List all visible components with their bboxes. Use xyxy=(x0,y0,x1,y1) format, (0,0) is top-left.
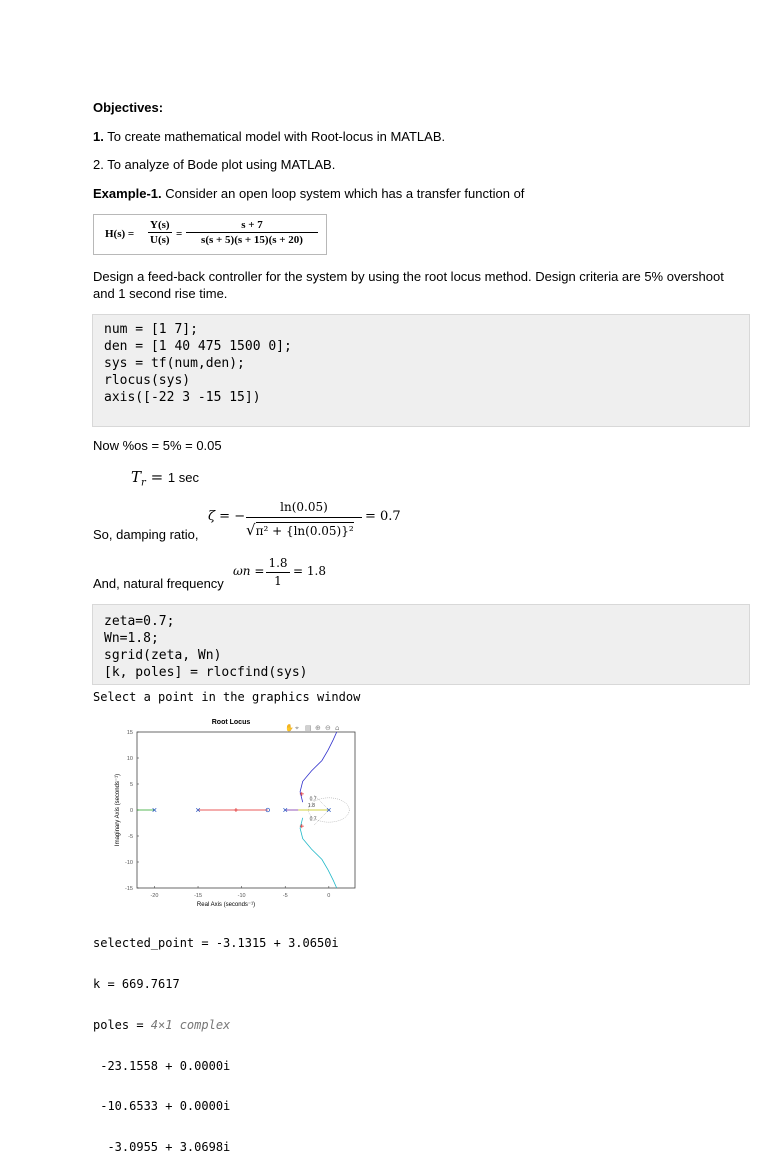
y-axis-label: Imaginary Axis (seconds⁻¹) xyxy=(115,773,121,847)
tr-symbol: T xyxy=(131,468,142,486)
poles-output-header xyxy=(93,1019,339,1033)
y-tick-label: 5 xyxy=(129,782,133,788)
example-label: Example-1. xyxy=(93,186,162,201)
pole-value: -23.1558 + 0.0000i xyxy=(93,1058,231,1073)
datatip-icon: ⌖ xyxy=(295,724,299,732)
code-line: den = [1 40 475 1500 0]; xyxy=(104,339,292,354)
pole-value: -3.0955 + 3.0698i xyxy=(93,1140,231,1155)
objective-1-number: 1. xyxy=(93,129,104,144)
code-line: rlocus(sys) xyxy=(104,373,191,388)
rise-time xyxy=(131,468,199,489)
x-axis-label: Real Axis (seconds⁻¹) xyxy=(196,902,256,908)
code-line: sgrid(zeta, Wn) xyxy=(104,648,222,663)
tf-num2: s + 7 xyxy=(186,219,318,233)
y-tick-label: 15 xyxy=(126,730,133,736)
sqrt-sign: √ xyxy=(246,521,256,539)
tf-num1: Y(s) xyxy=(150,219,170,231)
objective-1 xyxy=(93,129,445,144)
x-tick-label: 0 xyxy=(327,893,331,899)
code-line: axis([-22 3 -15 15]) xyxy=(104,390,261,405)
tf-den1: U(s) xyxy=(150,234,170,246)
code-line: zeta=0.7; xyxy=(104,614,175,629)
y-tick-label: 10 xyxy=(126,756,133,762)
natural-fraction-bar xyxy=(266,572,290,573)
natural-denominator: 1 xyxy=(274,574,282,588)
damping-denominator xyxy=(246,521,354,539)
code-line: sys = tf(num,den); xyxy=(104,356,245,371)
damping-fraction-bar xyxy=(246,517,362,518)
natural-numerator: 1.8 xyxy=(268,556,288,570)
poles-type: 4×1 complex xyxy=(150,1017,231,1032)
example-line xyxy=(93,186,524,201)
natural-lhs: ωn = xyxy=(233,564,265,578)
sgrid-label: 1.8 xyxy=(307,802,315,809)
poles-label: poles = xyxy=(93,1017,151,1032)
code-line: Wn=1.8; xyxy=(104,631,159,646)
y-tick-label: -10 xyxy=(125,860,133,866)
y-tick-label: -15 xyxy=(125,886,133,892)
damping-lhs: ζ = − xyxy=(208,509,246,524)
code-line: [k, poles] = rlocfind(sys) xyxy=(104,665,308,680)
natural-label: And, natural frequency xyxy=(93,576,224,591)
tf-den2: s(s + 5)(s + 15)(s + 20) xyxy=(201,234,303,246)
pole-value: -10.6533 + 0.0000i xyxy=(93,1099,231,1114)
y-tick-label: -5 xyxy=(128,834,133,840)
x-tick-label: -5 xyxy=(282,893,288,899)
zoom-out-icon: ⊖ xyxy=(325,724,331,732)
objective-2: 2. To analyze of Bode plot using MATLAB. xyxy=(93,157,336,172)
tr-sub: r xyxy=(141,477,146,489)
tf-fraction xyxy=(186,219,318,246)
tf-ratio xyxy=(148,219,172,246)
chart-title: Root Locus xyxy=(211,719,251,726)
damping-rhs: = 0.7 xyxy=(365,509,401,524)
tf-lhs: H(s) = xyxy=(105,228,135,240)
zoom-in-icon: ⊕ xyxy=(315,724,321,732)
sgrid-label: 0.7 xyxy=(309,816,317,823)
transfer-function-box xyxy=(93,214,327,255)
tr-eq: = xyxy=(145,468,168,486)
root-locus-figure[interactable] xyxy=(100,712,365,912)
code-block-1[interactable] xyxy=(92,314,750,427)
output-block xyxy=(93,910,339,1168)
damping-den-expr: π² + {ln(0.05)}² xyxy=(255,524,354,538)
tf-eq: = xyxy=(176,228,183,240)
objectives-heading: Objectives: xyxy=(93,100,164,115)
objective-1-text: To create mathematical model with Root-locus in MATLAB. xyxy=(103,129,446,144)
code-block-2[interactable] xyxy=(92,604,750,685)
natural-rhs: = 1.8 xyxy=(293,564,326,578)
example-text: Consider an open loop system which has a transfer function of xyxy=(161,186,525,201)
y-tick-label: 0 xyxy=(129,808,133,814)
damping-label: So, damping ratio, xyxy=(93,527,199,542)
damping-numerator: ln(0.05) xyxy=(280,500,328,514)
sgrid-label: 0.7 xyxy=(309,796,317,803)
home-icon: ⌂ xyxy=(335,724,340,732)
tr-value: 1 sec xyxy=(167,470,199,485)
overshoot-text: Now %os = 5% = 0.05 xyxy=(93,438,222,453)
x-tick-label: -20 xyxy=(150,893,159,899)
pan-icon: ✋ xyxy=(285,724,294,732)
select-point-text: Select a point in the graphics window xyxy=(93,690,361,704)
brush-icon: ▤ xyxy=(305,724,312,732)
x-tick-label: -10 xyxy=(237,893,246,899)
k-output: k = 669.7617 xyxy=(93,976,180,991)
x-tick-label: -15 xyxy=(194,893,203,899)
selected-point-output: selected_point = -3.1315 + 3.0650i xyxy=(93,936,339,951)
code-line: num = [1 7]; xyxy=(104,322,198,337)
design-criteria-text: Design a feed-back controller for the system by using the root locus method. Design criteria are 5% overshoot and 1 second rise time. xyxy=(93,269,724,301)
